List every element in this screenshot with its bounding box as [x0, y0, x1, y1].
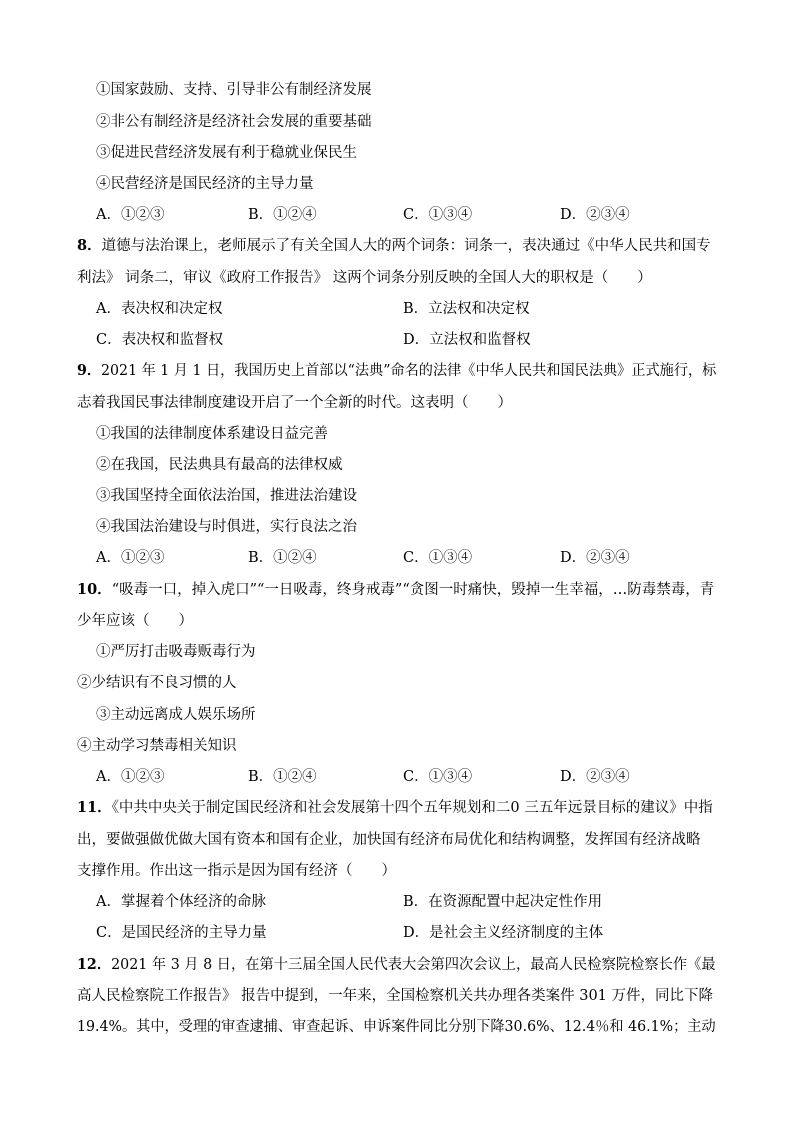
q9-option-b: B．①②④: [248, 550, 317, 566]
q10-statement-3: ③主动远离成人娱乐场所: [96, 707, 256, 723]
q9-option-a: A．①②③: [96, 550, 165, 566]
q10-stem-line-2: 少年应该（ ）: [77, 613, 193, 629]
q10-statement-2: ②少结识有不良习惯的人: [77, 675, 237, 691]
q11-stem-line-2: 出，要做强做优做大国有资本和国有企业，加快国有经济布局优化和结构调整，发挥国有经济战略: [77, 832, 701, 848]
q11-option-c: C．是国民经济的主导力量: [96, 925, 267, 941]
q10-option-a: A．①②③: [96, 769, 165, 785]
q11-stem-line-1: 11．《中共中央关于制定国民经济和社会发展第十四个五年规划和二0 三五年远景目标的建议》中指: [77, 799, 713, 816]
q12-stem-line-2: 高人民检察院工作报告》 报告中提到，一年来，全国检察机关共办理各类案件 301 万件，同比下降: [77, 988, 713, 1004]
q9-statement-4: ④我国法治建设与时俱进，实行良法之治: [96, 519, 357, 535]
q10-option-b: B．①②④: [248, 769, 317, 785]
q9-stem-line-2: 志着我国民事法律制度建设开启了一个全新的时代。这表明（ ）: [77, 395, 512, 411]
q8-number: 8．: [77, 237, 102, 254]
q11-stem-line-3: 支撑作用。作出这一指示是因为国有经济（ ）: [77, 863, 396, 879]
q7-option-a: A．①②③: [96, 207, 165, 223]
q9-option-c: C．①③④: [403, 550, 473, 566]
q9-number: 9．: [77, 362, 102, 379]
q8-stem-line-1: 8．道德与法治课上，老师展示了有关全国人大的两个词条：词条一，表决通过《中华人民共和国专: [77, 237, 711, 254]
q8-option-b: B．立法权和决定权: [403, 301, 530, 317]
q11-option-b: B．在资源配置中起决定性作用: [403, 894, 603, 910]
q7-statement-3: ③促进民营经济发展有利于稳就业保民生: [96, 145, 357, 161]
q7-statement-4: ④民营经济是国民经济的主导力量: [96, 176, 314, 192]
q7-statement-2: ②非公有制经济是经济社会发展的重要基础: [96, 114, 372, 130]
q7-option-d: D．②③④: [560, 207, 630, 223]
q12-stem-line-1: 12．2021 年 3 月 8 日，在第十三届全国人民代表大会第四次会议上，最高人民检察院检察长作《最: [77, 956, 716, 973]
q7-option-b: B．①②④: [248, 207, 317, 223]
q8-stem-line-2: 利法》 词条二，审议《政府工作报告》 这两个词条分别反映的全国人大的职权是（ ）: [77, 270, 652, 286]
q11-option-d: D．是社会主义经济制度的主体: [403, 925, 604, 941]
q9-statement-2: ②在我国，民法典具有最高的法律权威: [96, 457, 343, 473]
q8-option-c: C．表决权和监督权: [96, 332, 224, 348]
q10-option-c: C．①③④: [403, 769, 473, 785]
q11-number: 11．: [77, 799, 112, 816]
q10-number: 10．: [77, 581, 112, 598]
q8-option-a: A．表决权和决定权: [96, 301, 223, 317]
q9-statement-3: ③我国坚持全面依法治国，推进法治建设: [96, 488, 357, 504]
q9-option-d: D．②③④: [560, 550, 630, 566]
q7-statement-1: ①国家鼓励、支持、引导非公有制经济发展: [96, 82, 372, 98]
q10-stem-line-1: 10．“吸毒一口，掉入虎口”“一日吸毒，终身戒毒”“贪图一时痛快，毁掉一生幸福，…防毒禁毒，青: [77, 581, 715, 598]
q9-statement-1: ①我国的法律制度体系建设日益完善: [96, 426, 328, 442]
q7-option-c: C．①③④: [403, 207, 473, 223]
q9-stem-line-1: 9．2021 年 1 月 1 日，我国历史上首部以“法典”命名的法律《中华人民共和国民法典》正式施行，标: [77, 362, 717, 379]
q12-number: 12．: [77, 956, 112, 973]
q11-option-a: A．掌握着个体经济的命脉: [96, 894, 266, 910]
q8-option-d: D．立法权和监督权: [403, 332, 531, 348]
q10-statement-1: ①严厉打击吸毒贩毒行为: [96, 644, 256, 660]
q10-statement-4: ④主动学习禁毒相关知识: [77, 738, 237, 754]
q12-stem-line-3: 19.4%。其中，受理的审查逮捕、审查起诉、申诉案件同比分别下降30.6%、12.4％和 46.1%；主动: [77, 1019, 716, 1035]
q10-option-d: D．②③④: [560, 769, 630, 785]
